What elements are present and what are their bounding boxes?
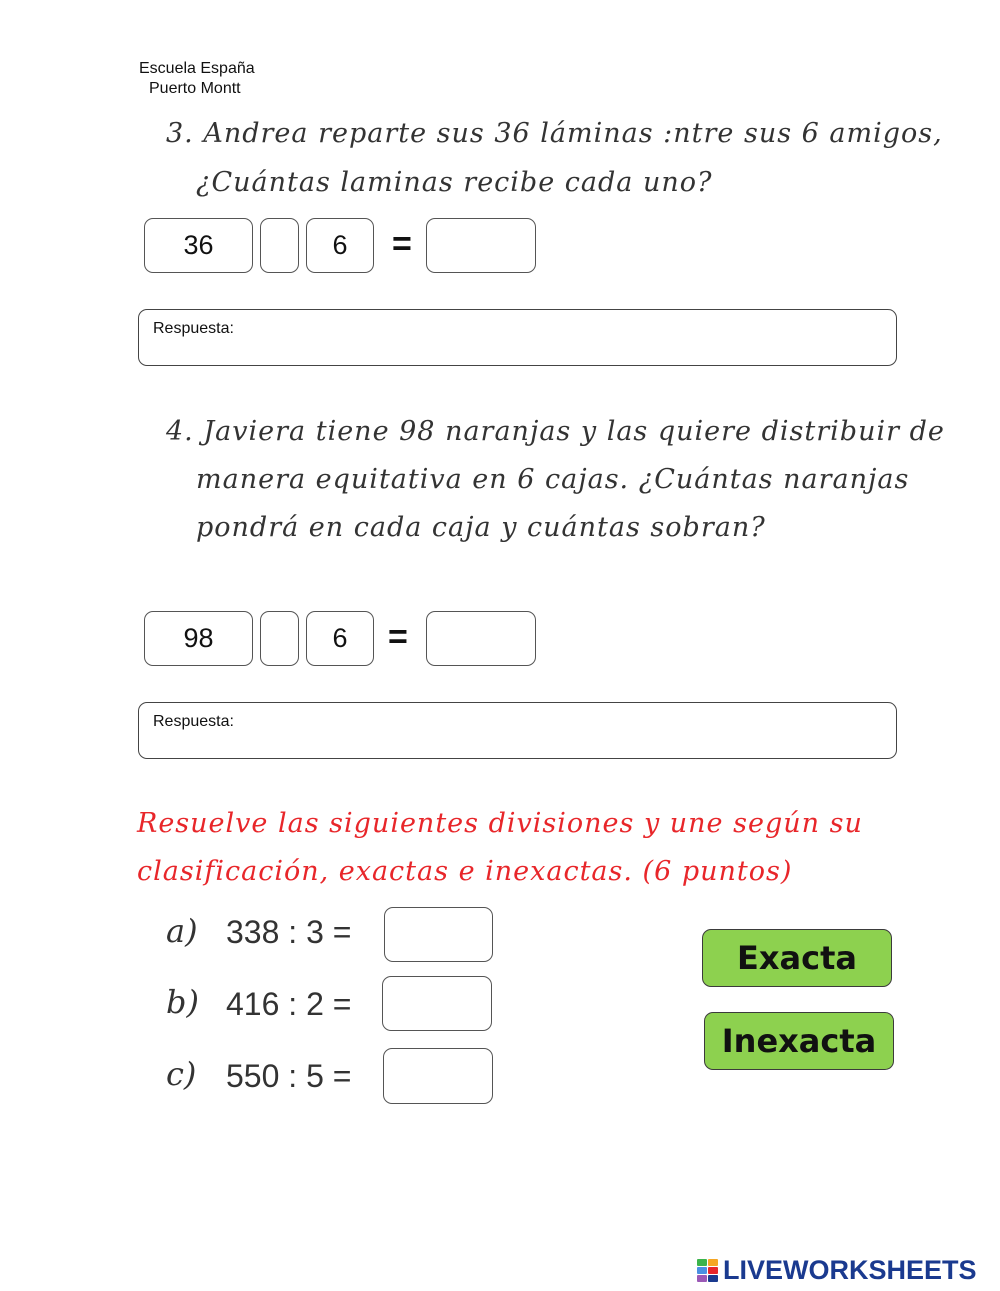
instructions-line2: clasificación, exactas e inexactas. (6 puntos) [137,856,793,887]
problem4-answer-field[interactable] [138,702,897,759]
division-b-expression: 416 : 2 = [226,986,352,1022]
problem3-text-line2: ¿Cuántas laminas recibe cada uno? [196,167,713,198]
division-a-result-input[interactable] [384,907,493,962]
division-c-expression: 550 : 5 = [226,1058,352,1094]
school-name: Escuela España [139,60,255,77]
division-b-result-input[interactable] [382,976,492,1031]
problem3-operator-input[interactable] [260,218,299,273]
division-c-result-input[interactable] [383,1048,493,1104]
liveworksheets-logo-icon [697,1259,719,1283]
problem3-result-input[interactable] [426,218,536,273]
problem4-divisor-box: 6 [306,611,374,666]
inexacta-button[interactable]: Inexacta [704,1012,894,1070]
problem3-answer-label: Respuesta: [153,320,234,337]
division-c-letter: c) [166,1055,197,1093]
liveworksheets-brand: LIVEWORKSHEETS [723,1255,977,1285]
liveworksheets-logo [697,1255,977,1286]
problem4-text-line1: 4. Javiera tiene 98 naranjas y las quiere distribuir de [166,416,945,447]
problem3-equals-sign: = [392,225,412,263]
problem3-text-line1: 3. Andrea reparte sus 36 láminas :ntre sus 6 amigos, [166,118,943,149]
instructions-line1: Resuelve las siguientes divisiones y une según su [137,808,863,839]
problem4-operator-input[interactable] [260,611,299,666]
school-city: Puerto Montt [149,80,241,97]
exacta-button[interactable]: Exacta [702,929,892,987]
problem4-result-input[interactable] [426,611,536,666]
division-b-letter: b) [166,983,199,1021]
problem4-text-line2: manera equitativa en 6 cajas. ¿Cuántas naranjas [196,464,910,495]
problem4-text-line3: pondrá en cada caja y cuántas sobran? [196,512,766,543]
problem3-answer-field[interactable] [138,309,897,366]
problem3-divisor-box: 6 [306,218,374,273]
problem4-answer-label: Respuesta: [153,713,234,730]
problem4-dividend-box: 98 [144,611,253,666]
division-a-letter: a) [166,912,198,950]
problem4-equals-sign: = [388,618,408,656]
division-a-expression: 338 : 3 = [226,914,352,950]
problem3-dividend-box: 36 [144,218,253,273]
